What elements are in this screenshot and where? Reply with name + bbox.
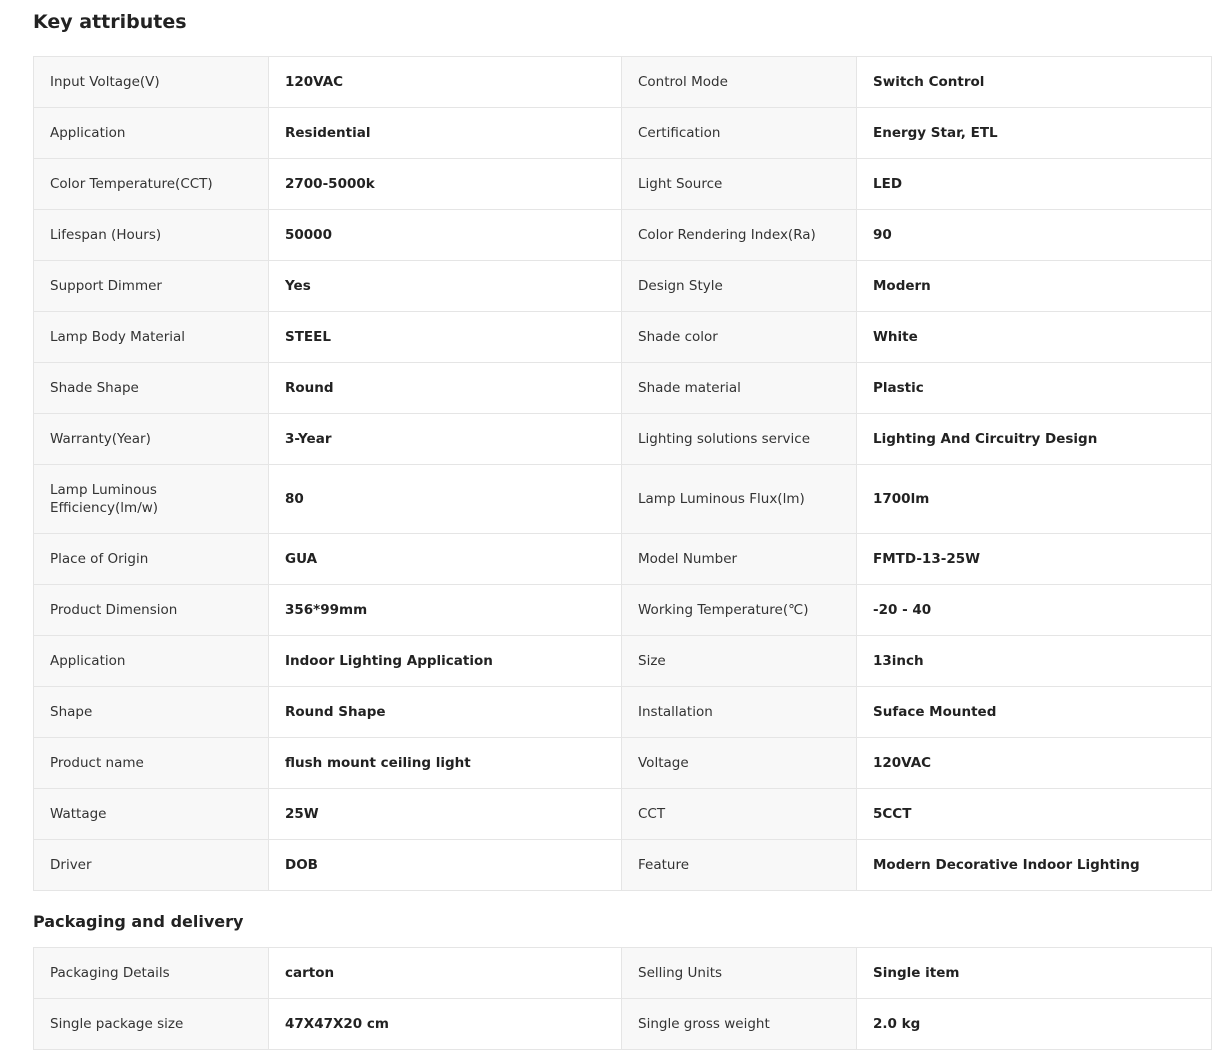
attribute-value: Round <box>269 363 622 414</box>
attribute-value: DOB <box>269 840 622 891</box>
attribute-name: Application <box>34 108 269 159</box>
attribute-name: Certification <box>622 108 857 159</box>
attribute-name: Lighting solutions service <box>622 414 857 465</box>
table-row <box>34 840 1212 891</box>
attribute-name: Control Mode <box>622 57 857 108</box>
attribute-value: 120VAC <box>857 738 1212 789</box>
attribute-name: Wattage <box>34 789 269 840</box>
attribute-name: Size <box>622 636 857 687</box>
attribute-value: Suface Mounted <box>857 687 1212 738</box>
table-row <box>34 159 1212 210</box>
attribute-value: 120VAC <box>269 57 622 108</box>
table-row <box>34 312 1212 363</box>
attribute-name: Application <box>34 636 269 687</box>
attribute-value: STEEL <box>269 312 622 363</box>
attribute-name: Shade Shape <box>34 363 269 414</box>
table-row <box>34 636 1212 687</box>
attribute-value: 5CCT <box>857 789 1212 840</box>
attribute-value: Indoor Lighting Application <box>269 636 622 687</box>
table-row <box>34 210 1212 261</box>
attribute-value: 2700-5000k <box>269 159 622 210</box>
table-row <box>34 585 1212 636</box>
attribute-name: Input Voltage(V) <box>34 57 269 108</box>
attribute-name: Lamp Luminous Efficiency(lm/w) <box>34 465 269 534</box>
attribute-value: 47X47X20 cm <box>269 999 622 1050</box>
table-row <box>34 414 1212 465</box>
attribute-name: Light Source <box>622 159 857 210</box>
attribute-name: Installation <box>622 687 857 738</box>
attribute-value: 1700lm <box>857 465 1212 534</box>
attribute-name: Driver <box>34 840 269 891</box>
attribute-value: 13inch <box>857 636 1212 687</box>
attribute-value: -20 - 40 <box>857 585 1212 636</box>
table-row <box>34 534 1212 585</box>
attribute-name: Color Rendering Index(Ra) <box>622 210 857 261</box>
attribute-name: Selling Units <box>622 948 857 999</box>
attribute-name: Place of Origin <box>34 534 269 585</box>
attribute-value: Plastic <box>857 363 1212 414</box>
attribute-name: Feature <box>622 840 857 891</box>
attribute-name: Lamp Luminous Flux(lm) <box>622 465 857 534</box>
attribute-value: carton <box>269 948 622 999</box>
attribute-name: Warranty(Year) <box>34 414 269 465</box>
attribute-name: CCT <box>622 789 857 840</box>
attribute-name: Lamp Body Material <box>34 312 269 363</box>
attribute-name: Single gross weight <box>622 999 857 1050</box>
table-row <box>34 57 1212 108</box>
attribute-value: 3-Year <box>269 414 622 465</box>
attribute-name: Lifespan (Hours) <box>34 210 269 261</box>
attribute-value: Modern <box>857 261 1212 312</box>
attribute-name: Shape <box>34 687 269 738</box>
attribute-value: Lighting And Circuitry Design <box>857 414 1212 465</box>
attribute-name: Voltage <box>622 738 857 789</box>
key-attributes-table <box>33 56 1212 891</box>
table-row <box>34 789 1212 840</box>
attribute-value: 50000 <box>269 210 622 261</box>
attribute-name: Model Number <box>622 534 857 585</box>
attribute-value: White <box>857 312 1212 363</box>
attribute-name: Shade material <box>622 363 857 414</box>
attribute-name: Color Temperature(CCT) <box>34 159 269 210</box>
attribute-name: Support Dimmer <box>34 261 269 312</box>
attribute-value: Energy Star, ETL <box>857 108 1212 159</box>
attribute-name: Product name <box>34 738 269 789</box>
attribute-value: Modern Decorative Indoor Lighting <box>857 840 1212 891</box>
table-row <box>34 465 1212 534</box>
table-row <box>34 108 1212 159</box>
attribute-value: 25W <box>269 789 622 840</box>
attribute-value: Switch Control <box>857 57 1212 108</box>
attribute-value: Yes <box>269 261 622 312</box>
attribute-name: Packaging Details <box>34 948 269 999</box>
attribute-value: LED <box>857 159 1212 210</box>
attribute-value: 2.0 kg <box>857 999 1212 1050</box>
attribute-value: 90 <box>857 210 1212 261</box>
attribute-value: flush mount ceiling light <box>269 738 622 789</box>
table-row <box>34 363 1212 414</box>
attribute-name: Design Style <box>622 261 857 312</box>
attribute-value: GUA <box>269 534 622 585</box>
attribute-value: FMTD-13-25W <box>857 534 1212 585</box>
table-row <box>34 738 1212 789</box>
attribute-value: 356*99mm <box>269 585 622 636</box>
attribute-name: Single package size <box>34 999 269 1050</box>
table-row <box>34 999 1212 1050</box>
attribute-name: Shade color <box>622 312 857 363</box>
attribute-name: Working Temperature(℃) <box>622 585 857 636</box>
packaging-delivery-title: Packaging and delivery <box>33 912 244 931</box>
table-row <box>34 687 1212 738</box>
attribute-value: Residential <box>269 108 622 159</box>
attribute-value: 80 <box>269 465 622 534</box>
attribute-value: Single item <box>857 948 1212 999</box>
table-row <box>34 948 1212 999</box>
attribute-value: Round Shape <box>269 687 622 738</box>
table-row <box>34 261 1212 312</box>
key-attributes-title: Key attributes <box>33 11 187 33</box>
attribute-name: Product Dimension <box>34 585 269 636</box>
packaging-table <box>33 947 1212 1050</box>
